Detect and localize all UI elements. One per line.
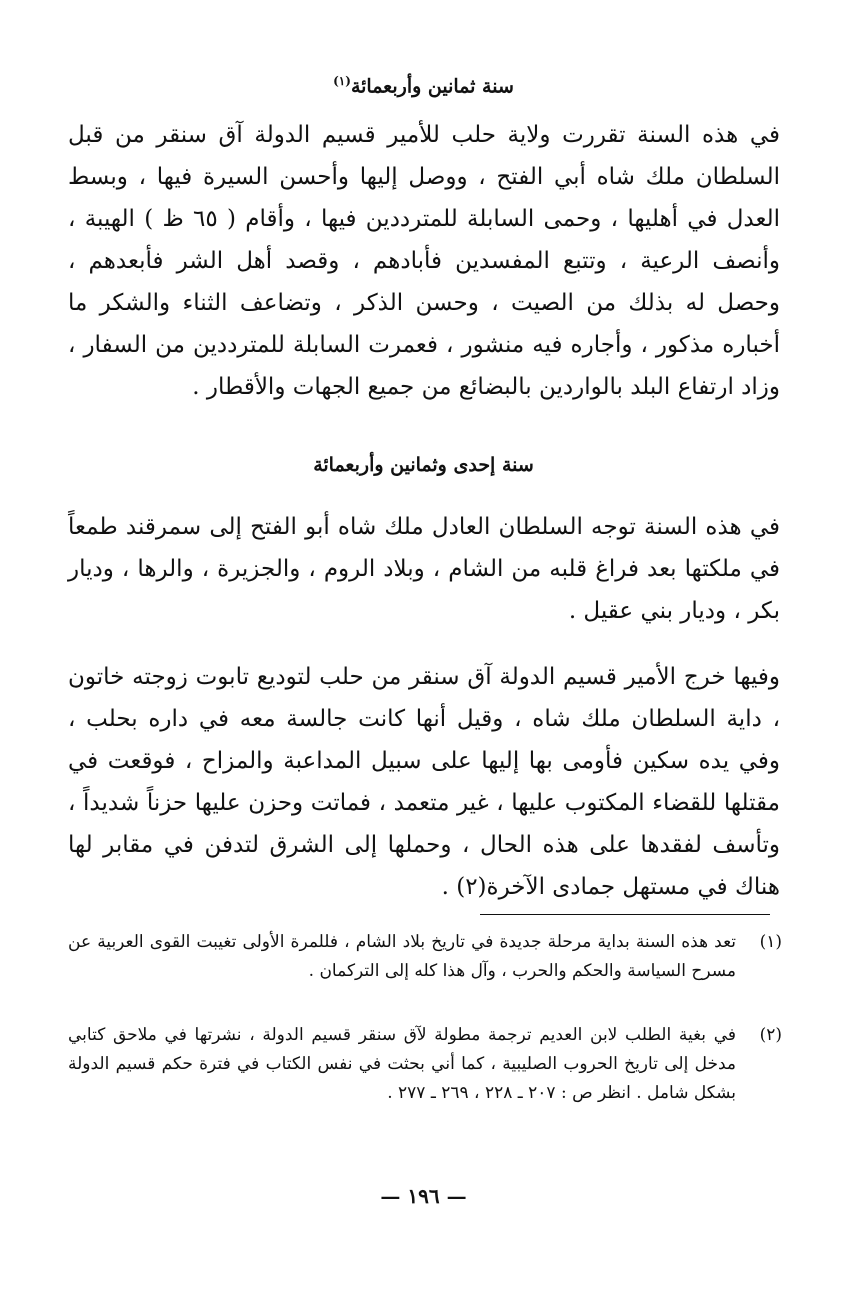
section-heading-481 (70, 452, 777, 478)
page-number: — ١٩٦ — (380, 1184, 467, 1208)
footnote-number: (١) (759, 932, 782, 952)
paragraph-480-appointment: في هذه السنة تقررت ولاية حلب للأمير قسيم الدولة آق سنقر من قبل السلطان ملك شاه أبي الفتح ، ووصل إليها وأحسن السيرة فيها ، وبسط العدل في أهليها ، وحمى السابلة للمترددين فيها ، وأقام ( ٦٥ ظ ) الهيبة ، وأنصف الرعية ، وتتبع المفسدين فأبادهم ، وقصد أهل الشر فأبعدهم ، وحصل له بذلك من الصيت ، وحسن الذكر ، وتضاعف الثناء والشكر ما أخباره مذكور ، وأجاره فيه منشور ، فعمرت السابلة للمترددين من السفار ، وزاد ارتفاع البلد بالواردين بالبضائع من جميع الجهات والأقطار . (68, 122, 780, 400)
footnote-number: (٢) (759, 1025, 782, 1045)
heading-text-480: سنة ثمانين وأربعمائة (350, 75, 514, 98)
paragraph-481-samarkand: في هذه السنة توجه السلطان العادل ملك شاه أبو الفتح إلى سمرقند طمعاً في ملكتها بعد فراغ قلبه من الشام ، وبلاد الروم ، والجزيرة ، والرها ، وديار بكر ، وديار بني عقيل . (68, 514, 780, 624)
footnote-ref-1: (١) (333, 74, 351, 88)
footnote-1 (68, 928, 782, 986)
section-heading-480 (70, 68, 777, 99)
heading-text-481: سنة إحدى وثمانين وأربعمائة (313, 454, 534, 476)
footnote-text: في بغية الطلب لابن العديم ترجمة مطولة لآق سنقر قسيم الدولة ، نشرتها في ملاحق كتابي مدخل إلى تاريخ الحروب الصليبية ، كما أني بحثت في نفس الكتاب في فترة حكم قسيم الدولة بشكل شامل . انظر ص : ٢٠٧ ـ ٢٢٨ ، ٢٦٩ ـ ٢٧٧ . (68, 1025, 736, 1103)
footnote-text: تعد هذه السنة بداية مرحلة جديدة في تاريخ بلاد الشام ، فللمرة الأولى تغيبت القوى العربية عن مسرح السياسة والحكم والحرب ، وآل هذا كله إلى التركمان . (68, 932, 736, 981)
paragraph-481-khatun: وفيها خرج الأمير قسيم الدولة آق سنقر من حلب لتوديع تابوت زوجته خاتون ، داية السلطان ملك شاه ، وقيل أنها كانت جالسة معه في داره بحلب ، وفي يده سكين فأومى بها إليها على سبيل المداعبة والمزاح ، فوقعت في مقتلها للقضاء المكتوب عليها ، غير متعمد ، فماتت وحزن عليها حزناً شديداً ، وتأسف لفقدها على هذه الحال ، وحملها إلى الشرق لتدفن في مقابر لها هناك في مستهل جمادى الآخرة(٢) . (68, 664, 780, 900)
footnote-divider (480, 914, 770, 915)
footnote-2 (68, 1021, 782, 1108)
